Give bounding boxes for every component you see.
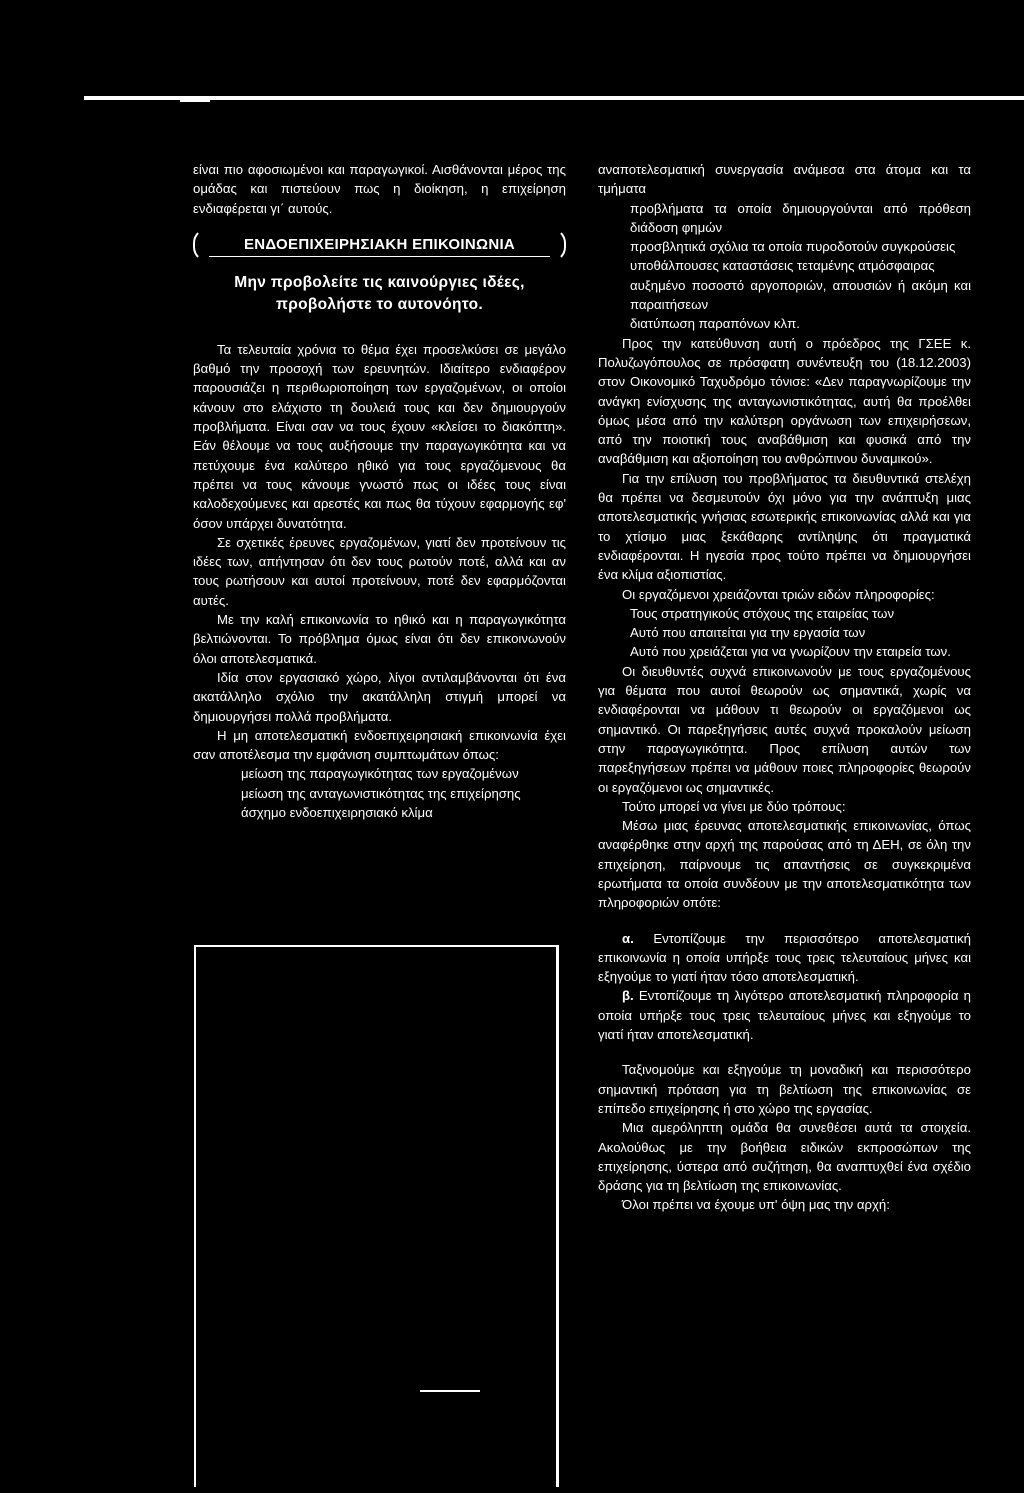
left-paragraph-2: Σε σχετικές έρευνες εργαζομένων, γιατί δεν προτείνουν τις ιδέες των, απήντησαν ότι δεν τους ρωτούν ποτέ, αλλά και αν τους ρωτήσουν και αυτοί προτείνουν, ποτέ δεν εφαρμόζονται αυτές. — [193, 534, 566, 608]
spacer — [598, 913, 971, 929]
right-list-a-item: αναποτελεσματική συνεργασία ανάμεσα στα άτομα και τα τμήματα — [598, 162, 971, 197]
heading-underline — [209, 256, 550, 257]
item-b-text: Εντοπίζουμε τη λιγότερο αποτελεσματική πληροφορία η οποία υπήρξε τους τρεις τελευταίους μήνες και εξηγούμε το γιατί ήταν αποτελεσματική. — [598, 988, 971, 1043]
item-b — [598, 986, 971, 1044]
left-list-item: άσχημο ενδοεπιχειρησιακό κλίμα — [241, 805, 433, 821]
right-paragraph-4: Οι διευθυντές συχνά επικοινωνούν με τους εργαζομένους για θέματα που αυτοί θεωρούν ως σημαντικά, χωρίς να ενδιαφέρονται να μάθουν τι θεωρούν οι εργαζόμενοι ως σημαντικό. Οι παρεξηγήσεις αυτές συχνά προκαλούν μείωση στην παραγωγικότητα. Προς επίλυση αυτών των παρεξηγήσεων πρέπει να μάθουν ποιες πληροφορίες θεωρούν οι εργαζόμενοι ως σημαντικές. — [598, 663, 971, 795]
right-paragraph-3: Οι εργαζόμενοι χρειάζονται τριών ειδών πληροφορίες: — [622, 586, 935, 602]
right-column — [598, 160, 971, 1215]
right-paragraph-5: Τούτο μπορεί να γίνει με δύο τρόπους: — [622, 798, 846, 814]
right-list-a-item: προσβλητικά σχόλια τα οποία πυροδοτούν συγκρούσεις — [630, 239, 956, 255]
right-list-a-item: προβλήματα τα οποία δημιουργούνται από πρόθεση διάδοση φημών — [630, 200, 971, 235]
slogan-line-2: προβολήστε το αυτονόητο. — [276, 295, 483, 313]
right-paragraph-1: Προς την κατεύθυνση αυτή ο πρόεδρος της ΓΣΕΕ κ. Πολυζωγόπουλος σε πρόσφατη συνέντευξη του (18.12.2003) στον Οικονομικό Ταχυδρόμο τόνισε: «Δεν παραγνωρίζουμε την ανάγκη ενίσχυσης της ανταγωνιστικότητας, αυτή θα προέλθει όμως μέσα από την καλύτερη οργάνωση των επιχειρήσεων, από την ποιοτική τους αναβάθμιση και φυσικά από την αναβάθμιση και αξιοποίηση του ανθρώπινου δυναμικού». — [598, 335, 971, 467]
left-column — [193, 160, 566, 822]
left-paragraph-3: Με την καλή επικοινωνία το ηθικό και η παραγωγικότητα βελτιώνονται. Το πρόβλημα όμως είναι ότι δεν επικοινωνούν όλοι αποτελεσματικά. — [193, 612, 566, 666]
right-list-b-item: Αυτό που χρειάζεται για να γνωρίζουν την εταιρεία των. — [630, 644, 951, 660]
right-paragraph-9: Όλοι πρέπει να έχουμε υπ' όψη μας την αρχή: — [622, 1197, 890, 1213]
item-a — [598, 929, 971, 987]
top-rule — [84, 96, 1024, 100]
slogan-line-1: Μην προβολείτε τις καινούργιες ιδέες, — [234, 273, 525, 291]
section-heading-text: ΕΝΔΟΕΠΙΧΕΙΡΗΣΙΑΚΗ ΕΠΙΚΟΙΝΩΝΙΑ — [243, 235, 516, 253]
item-a-label: α. — [622, 930, 634, 946]
right-list-a-item: υποθάλπουσες καταστάσεις τεταμένης ατμόσφαιρας — [630, 258, 935, 274]
top-rule-tick — [180, 100, 210, 102]
section-heading — [193, 228, 566, 262]
right-list-b-item: Τους στρατηγικούς στόχους της εταιρείας των — [630, 605, 895, 621]
image-frame — [194, 945, 559, 1487]
right-paragraph-2: Για την επίλυση του προβλήματος τα διευθυντικά στελέχη θα πρέπει να δεσμευτούν όχι μόνο για την ανάπτυξη μιας αποτελεσματικής γνήσιας εσωτερικής επικοινωνίας αλλά και για το χτίσιμο μιας ξεκάθαρης αντίληψης ότι πραγματικά ενδιαφέρονται. Η ηγεσία προς τούτο πρέπει να δημιουργήσει ένα κλίμα αξιοπιστίας. — [598, 470, 971, 583]
right-paragraph-7: Ταξινομούμε και εξηγούμε τη μοναδική και περισσότερο σημαντική πρόταση για τη βελτίωση της επικοινωνίας σε επίπεδο επιχείρησης ή στο χώρο της εργασίας. — [598, 1062, 971, 1116]
spacer — [598, 1044, 971, 1060]
slogan — [193, 272, 566, 316]
right-list-a-item: αυξημένο ποσοστό αργοποριών, απουσιών ή ακόμη και παραιτήσεων — [630, 277, 971, 313]
frame-tick — [420, 1390, 480, 1392]
item-a-text: Εντοπίζουμε την περισσότερο αποτελεσματική επικοινωνία η οποία υπήρξε τους τρεις τελευταίους μήνες και εξηγούμε το γιατί ήταν τόσο αποτελεσματική. — [598, 930, 971, 985]
item-b-label: β. — [622, 988, 634, 1004]
left-paragraph-4: Ιδία στον εργασιακό χώρο, λίγοι αντιλαμβάνονται ότι ένα ακατάλληλο σχόλιο την ακατάλληλη στιγμή μπορεί να δημιουργήσει πολλά προβλήματα. — [193, 669, 566, 724]
right-list-a-item: διατύπωση παραπόνων κλπ. — [630, 316, 800, 332]
right-list-b-item: Αυτό που απαιτείται για την εργασία των — [630, 625, 866, 641]
left-list-item: μείωση της παραγωγικότητας των εργαζομένων — [241, 766, 519, 782]
left-intro: είναι πιο αφοσιωμένοι και παραγωγικοί. Αισθάνονται μέρος της ομάδας και πιστεύουν πως η διοίκηση, η επιχείρηση ενδιαφέρεται γι΄ αυτούς. — [193, 162, 566, 216]
left-paragraph-1: Τα τελευταία χρόνια το θέμα έχει προσελκύσει σε μεγάλο βαθμό την προσοχή των ερευνητών. Ιδιαίτερο ενδιαφέρον παρουσιάζει η περιθωριοποίηση των εργαζομένων, οι οποίοι κάνουν στο ελάχιστο τη δουλειά τους και δεν δημιουργούν προβλήματα. Είναι σαν να τους έχουν «κλείσει το διακόπτη». Εάν θέλουμε να τους αυξήσουμε την παραγωγικότητα και να πετύχουμε ένα καλύτερο ηθικό για τους εργαζόμενους θα πρέπει να τους κάνουμε γνωστό πως οι ιδέες τους είναι καλοδεχούμενες και αρεστές και πως θα τύχουν εφαρμογής εφ' όσον υπάρχει δυνατότητα. — [193, 341, 566, 531]
left-paragraph-5: Η μη αποτελεσματική ενδοεπιχειρησιακή επικοινωνία έχει σαν αποτέλεσμα την εμφάνιση συμπτωμάτων όπως: — [193, 727, 566, 763]
left-list-item: μείωση της ανταγωνιστικότητας της επιχείρησης — [241, 785, 521, 801]
right-paragraph-6: Μέσω μιας έρευνας αποτελεσματικής επικοινωνίας, όπως αναφέρθηκε στην αρχή της παρούσας από τη ΔΕΗ, σε όλη την επιχείρηση, παίρνουμε τις απαντήσεις σε συγκεκριμένα ερωτήματα τα οποία συνδέουν με την αποτελεσματικότητα των πληροφοριών οπότε: — [598, 818, 971, 911]
right-paragraph-8: Μια αμερόληπτη ομάδα θα συνεθέσει αυτά τα στοιχεία. Ακολούθως με την βοήθεια ειδικών εκπροσώπων της επιχείρησης, ύστερα από συζήτηση, θα αναπτυχθεί ένα σχέδιο δράσης για τη βελτίωση της επικοινωνίας. — [598, 1120, 971, 1194]
